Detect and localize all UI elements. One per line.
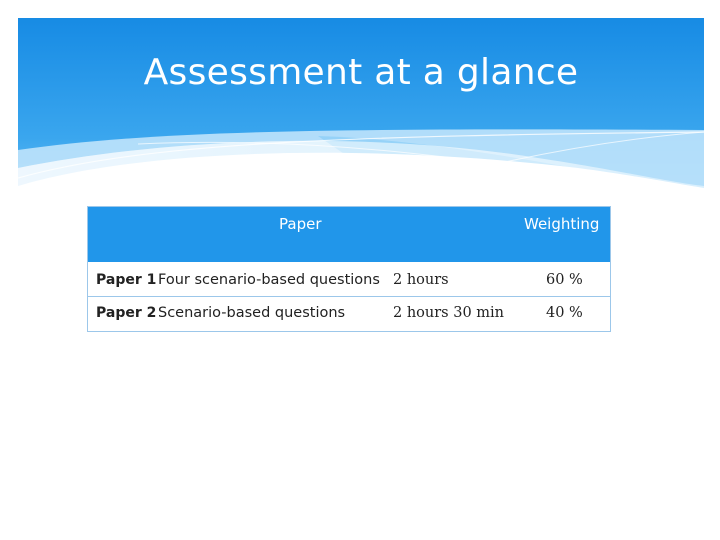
row-description: Four scenario-based questions bbox=[158, 272, 380, 288]
row-duration: 2 hours 30 min bbox=[393, 305, 505, 321]
row-description: Scenario-based questions bbox=[158, 305, 346, 321]
slide-title: Assessment at a glance bbox=[143, 52, 579, 93]
assessment-table bbox=[87, 206, 611, 332]
table-header-row bbox=[88, 207, 610, 262]
row-weighting: 40 % bbox=[546, 305, 583, 321]
row-label: Paper 1 bbox=[96, 272, 157, 288]
table-row bbox=[88, 297, 610, 329]
table-row bbox=[88, 264, 610, 297]
banner-wave-graphic bbox=[18, 18, 704, 218]
row-weighting: 60 % bbox=[546, 272, 583, 288]
row-label: Paper 2 bbox=[96, 305, 157, 321]
header-paper: Paper bbox=[279, 215, 322, 233]
title-banner bbox=[18, 18, 704, 218]
header-weighting: Weighting bbox=[524, 215, 600, 233]
row-duration: 2 hours bbox=[393, 272, 449, 288]
